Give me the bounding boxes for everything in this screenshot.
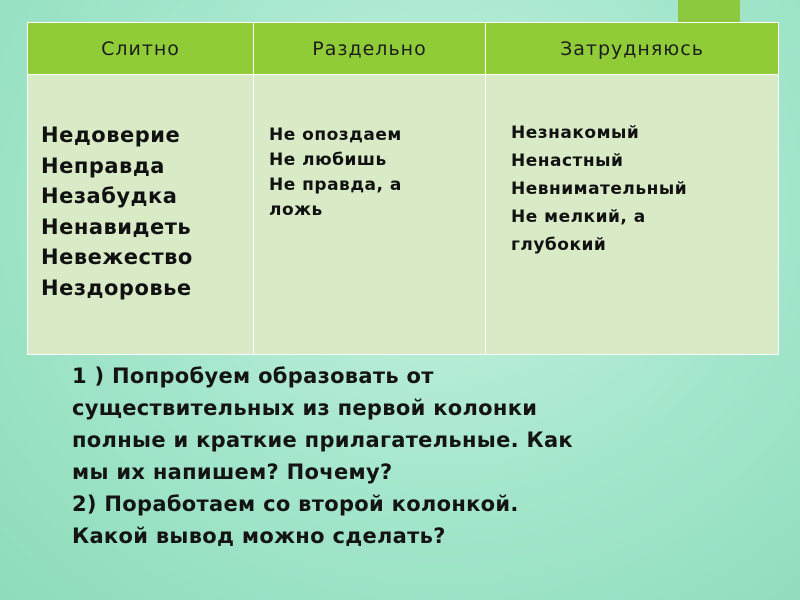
together-word-list	[28, 75, 253, 303]
questions-block	[72, 360, 792, 552]
list-item: Ненавидеть	[41, 214, 192, 239]
column-unsure	[486, 75, 779, 355]
question-line: полные и краткие прилагательные. Как	[72, 428, 573, 452]
list-item: Невежество	[41, 245, 193, 269]
list-item: Ненастный	[511, 151, 624, 171]
list-item: Недоверие	[41, 123, 181, 147]
separately-word-list	[254, 75, 485, 223]
list-item: Не опоздаем	[269, 125, 402, 145]
list-item: Неправда	[41, 153, 165, 178]
list-item: Не мелкий, а	[511, 207, 646, 227]
question-line: 2) Поработаем со второй колонкой.	[72, 492, 519, 516]
column-together	[28, 75, 254, 355]
header-separately: Раздельно	[254, 23, 486, 75]
list-item: Не правда, а	[269, 175, 402, 195]
header-together: Слитно	[28, 23, 254, 75]
unsure-word-list	[486, 75, 778, 259]
question-line: 1 ) Попробуем образовать от	[72, 364, 434, 388]
table-header-row	[28, 23, 779, 75]
question-line: существительных из первой колонки	[72, 396, 538, 420]
list-item: глубокий	[511, 235, 607, 255]
list-item: Нездоровье	[41, 275, 192, 300]
list-item: Не любишь	[269, 150, 387, 170]
list-item: ложь	[269, 200, 323, 220]
question-line: мы их напишем? Почему?	[72, 460, 393, 484]
list-item: Невнимательный	[511, 179, 688, 199]
spelling-table	[27, 22, 779, 355]
header-unsure: Затрудняюсь	[486, 23, 779, 75]
question-line: Какой вывод можно сделать?	[72, 524, 446, 548]
column-separately	[254, 75, 486, 355]
list-item: Незабудка	[41, 184, 178, 208]
list-item: Незнакомый	[511, 123, 640, 143]
table-body-row	[28, 75, 779, 355]
